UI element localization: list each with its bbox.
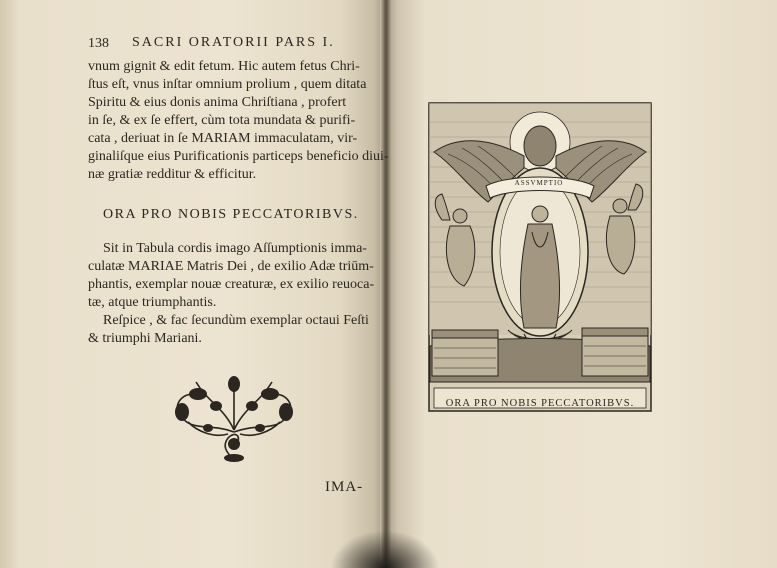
catchword: IMA- (325, 479, 364, 495)
text-line: Spiritu & eius donis anima Chriſtiana , profert (88, 95, 347, 110)
plate-scroll-text: ASSVMPTIO (514, 179, 564, 187)
text-line: ſtus eſt, vnus inſtar omnium prolium , quem ditata (88, 77, 367, 92)
text-line: cata , deriuat in ſe MARIAM immaculatam, vir- (88, 131, 358, 146)
text-line: phantis, exemplar nouæ creaturæ, ex exilio reuoca- (88, 277, 375, 292)
text-line: tæ, atque triumphantis. (88, 295, 217, 310)
text-line: Sit in Tabula cordis imago Aſſumptionis imma- (103, 241, 367, 256)
page-number: 138 (88, 36, 109, 51)
text-line: Reſpice , & fac ſecundùm exemplar octaui Feſti (103, 313, 369, 328)
text-line: ginaliſque eius Purificationis particeps beneficio diui- (88, 149, 389, 164)
gutter-shadow (330, 530, 440, 568)
text-line: & triumphi Mariani. (88, 331, 202, 346)
text-line: in ſe, & ex ſe effert, cùm tota mundata & purifi- (88, 113, 356, 128)
book-gutter (380, 0, 392, 568)
engraving-plate (428, 102, 652, 412)
text-line: næ gratiæ redditur & efficitur. (88, 167, 257, 182)
section-heading: ORA PRO NOBIS PECCATORIBVS. (103, 207, 359, 222)
plate-caption: ORA PRO NOBIS PECCATORIBVS. (445, 398, 635, 409)
text-line: vnum gignit & edit fetum. Hic autem fetus Chri- (88, 59, 360, 74)
floral-ornament (168, 372, 300, 464)
text-line: culatæ MARIAE Matris Dei , de exilio Adæ triūm- (88, 259, 374, 274)
running-head: SACRI ORATORII PARS I. (132, 35, 335, 50)
